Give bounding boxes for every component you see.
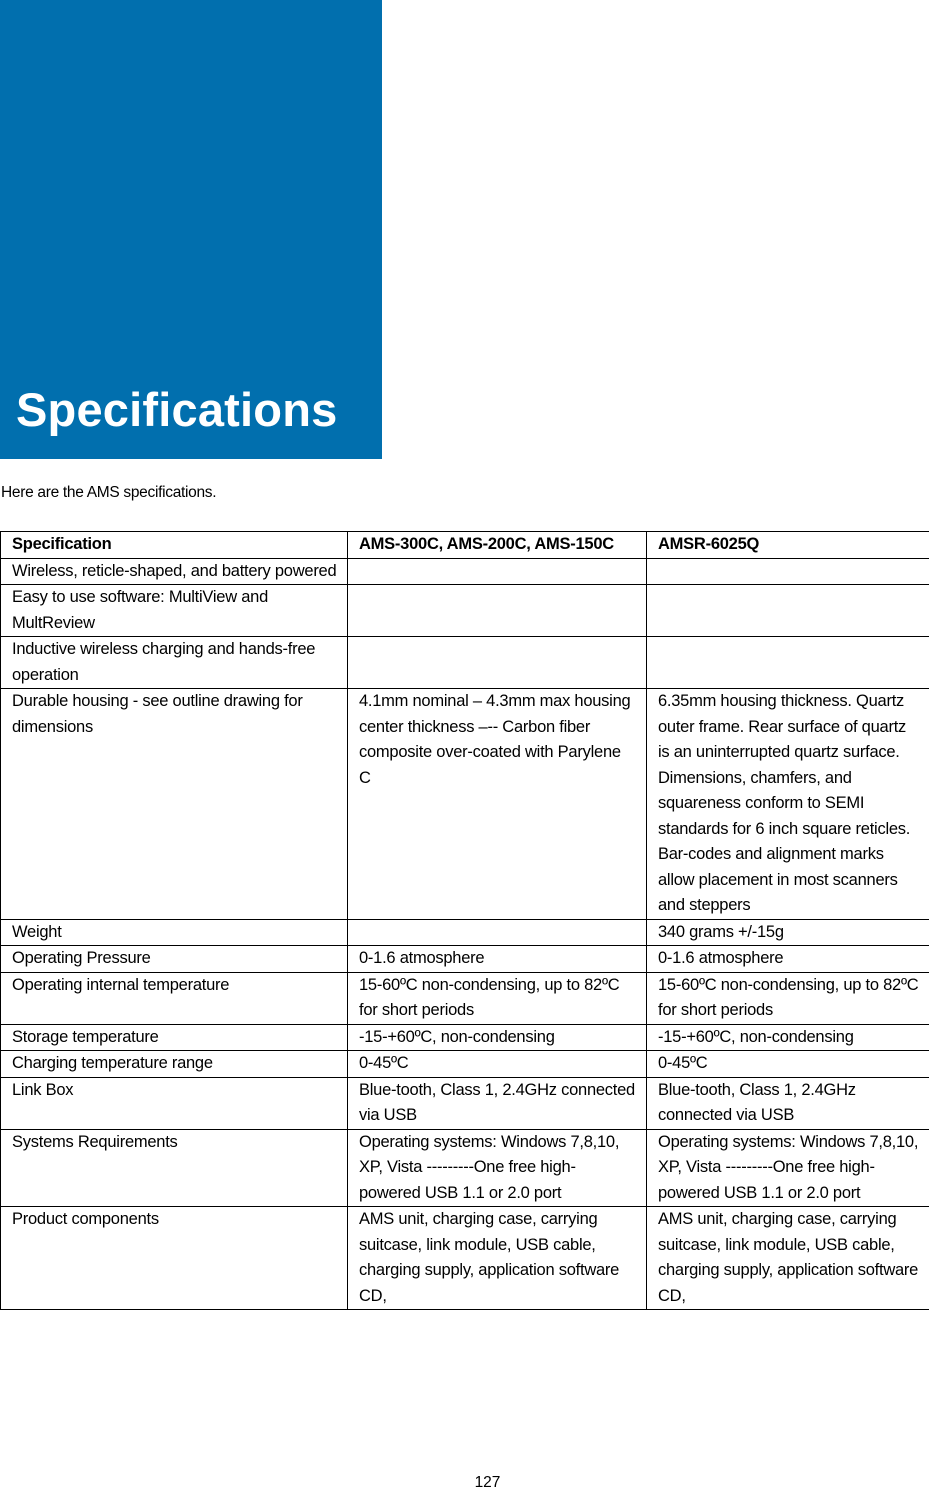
ams-300c-value-cell: [348, 558, 647, 585]
table-row: [1, 585, 929, 637]
amsr-6025q-value-cell: AMS unit, charging case, carrying suitcase, link module, USB cable, charging supply, application software CD,: [647, 1207, 929, 1310]
intro-text: Here are the AMS specifications.: [1, 483, 216, 503]
ams-300c-value-cell: 0-45ºC: [348, 1051, 647, 1078]
table-row: [1, 689, 929, 920]
table-header-row: [1, 532, 929, 559]
page-number: 127: [0, 1473, 929, 1493]
amsr-6025q-value-cell: [647, 585, 929, 637]
spec-name-cell: Wireless, reticle-shaped, and battery powered: [1, 558, 348, 585]
spec-name-cell: Operating internal temperature: [1, 972, 348, 1024]
ams-300c-value-cell: Blue-tooth, Class 1, 2.4GHz connected via USB: [348, 1077, 647, 1129]
table-row: [1, 1051, 929, 1078]
spec-name-cell: Durable housing - see outline drawing for dimensions: [1, 689, 348, 920]
table-row: [1, 919, 929, 946]
page-title: Specifications: [16, 380, 337, 440]
spec-name-cell: Storage temperature: [1, 1024, 348, 1051]
table-row: [1, 637, 929, 689]
amsr-6025q-value-cell: -15-+60ºC, non-condensing: [647, 1024, 929, 1051]
spec-name-cell: Inductive wireless charging and hands-free operation: [1, 637, 348, 689]
ams-300c-value-cell: [348, 919, 647, 946]
amsr-6025q-value-cell: 15-60ºC non-condensing, up to 82ºC for short periods: [647, 972, 929, 1024]
spec-name-cell: Operating Pressure: [1, 946, 348, 973]
column-header-amsr-6025q: AMSR-6025Q: [647, 532, 929, 559]
amsr-6025q-value-cell: Operating systems: Windows 7,8,10, XP, Vista ---------One free high-powered USB 1.1 or 2.0 port: [647, 1129, 929, 1207]
amsr-6025q-value-cell: Blue-tooth, Class 1, 2.4GHz connected via USB: [647, 1077, 929, 1129]
ams-300c-value-cell: AMS unit, charging case, carrying suitcase, link module, USB cable, charging supply, application software CD,: [348, 1207, 647, 1310]
spec-name-cell: Systems Requirements: [1, 1129, 348, 1207]
table-row: [1, 1129, 929, 1207]
spec-name-cell: Easy to use software: MultiView and MultReview: [1, 585, 348, 637]
table-row: [1, 972, 929, 1024]
table-row: [1, 1207, 929, 1310]
amsr-6025q-value-cell: 340 grams +/-15g: [647, 919, 929, 946]
amsr-6025q-value-cell: 0-45ºC: [647, 1051, 929, 1078]
amsr-6025q-value-cell: 0-1.6 atmosphere: [647, 946, 929, 973]
table-row: [1, 558, 929, 585]
ams-300c-value-cell: [348, 585, 647, 637]
table-row: [1, 1077, 929, 1129]
chapter-title-block: [0, 0, 382, 459]
spec-name-cell: Product components: [1, 1207, 348, 1310]
amsr-6025q-value-cell: 6.35mm housing thickness. Quartz outer frame. Rear surface of quartz is an uninterrupted quartz surface. Dimensions, chamfers, and squareness conform to SEMI standards for 6 inch square reticles. Bar-codes and alignment marks allow placement in most scanners and steppers: [647, 689, 929, 920]
ams-300c-value-cell: Operating systems: Windows 7,8,10, XP, Vista ---------One free high-powered USB 1.1 or 2.0 port: [348, 1129, 647, 1207]
spec-name-cell: Charging temperature range: [1, 1051, 348, 1078]
ams-300c-value-cell: 0-1.6 atmosphere: [348, 946, 647, 973]
table-row: [1, 946, 929, 973]
ams-300c-value-cell: 15-60ºC non-condensing, up to 82ºC for short periods: [348, 972, 647, 1024]
amsr-6025q-value-cell: [647, 558, 929, 585]
ams-300c-value-cell: [348, 637, 647, 689]
specifications-table: [0, 531, 929, 1310]
ams-300c-value-cell: 4.1mm nominal – 4.3mm max housing center thickness –-- Carbon fiber composite over-coated with Parylene C: [348, 689, 647, 920]
table-row: [1, 1024, 929, 1051]
spec-name-cell: Link Box: [1, 1077, 348, 1129]
spec-name-cell: Weight: [1, 919, 348, 946]
column-header-specification: Specification: [1, 532, 348, 559]
column-header-ams-300c: AMS-300C, AMS-200C, AMS-150C: [348, 532, 647, 559]
amsr-6025q-value-cell: [647, 637, 929, 689]
ams-300c-value-cell: -15-+60ºC, non-condensing: [348, 1024, 647, 1051]
